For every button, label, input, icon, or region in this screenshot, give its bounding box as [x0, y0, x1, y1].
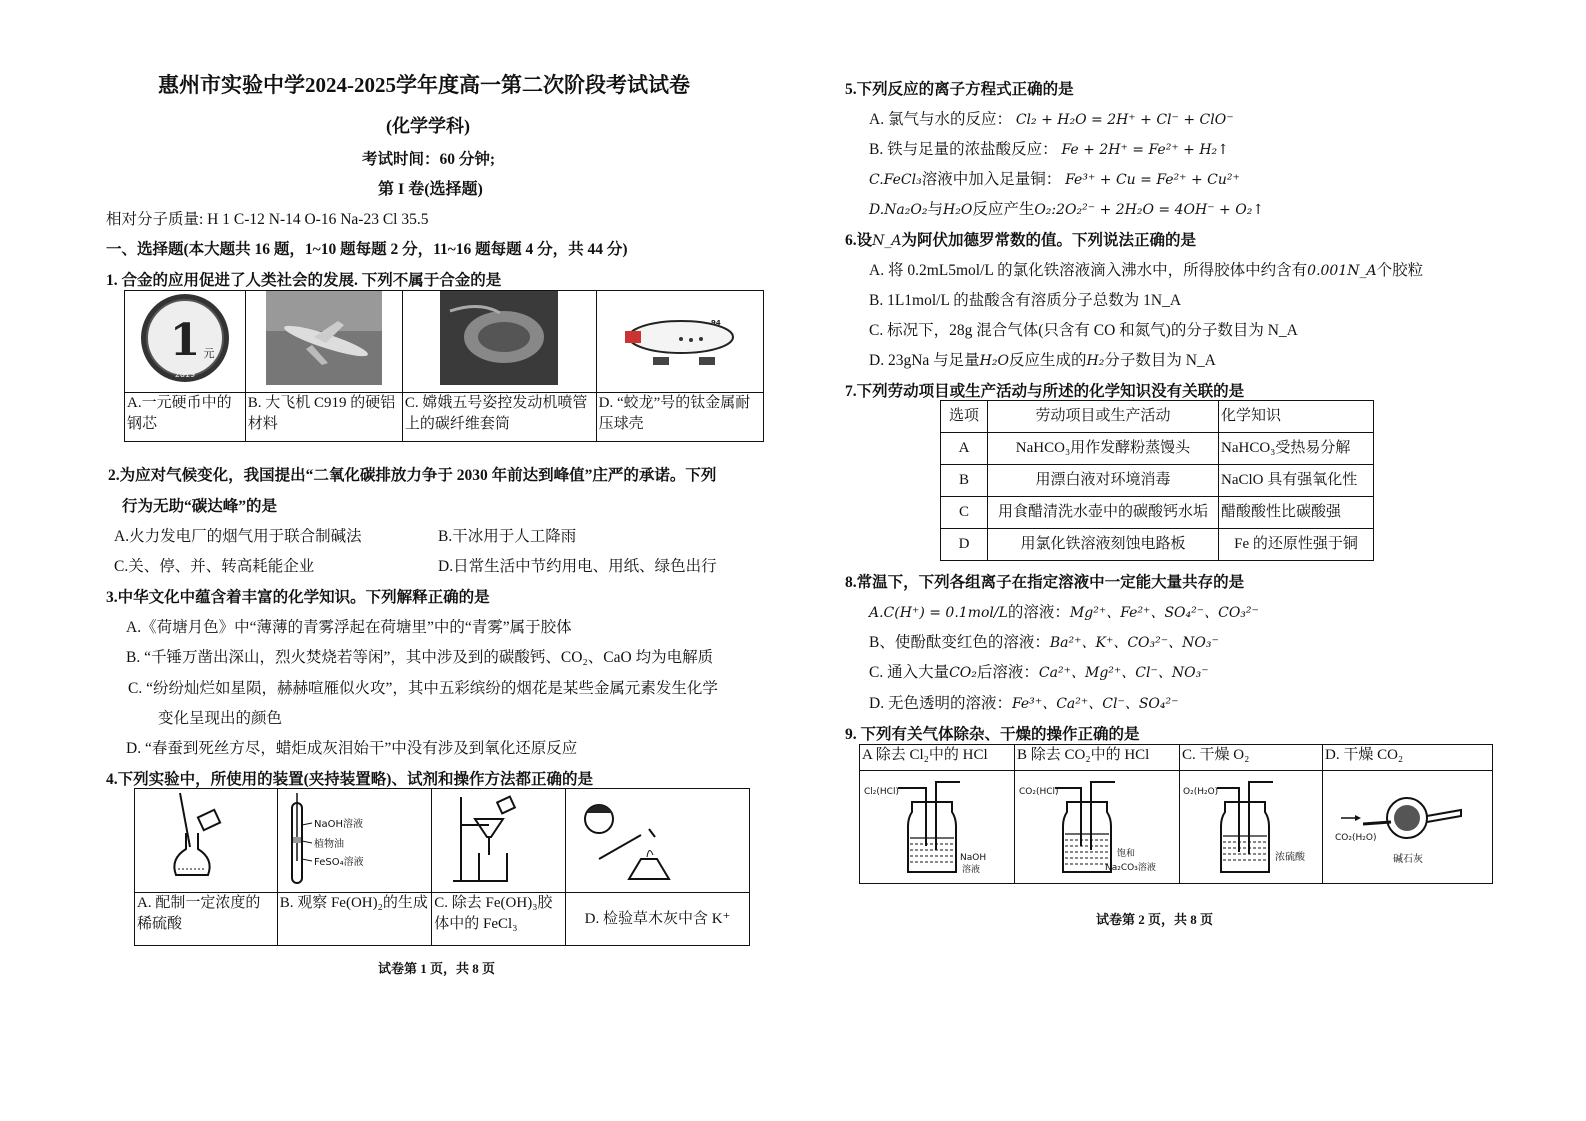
drying-tube-icon — [1333, 772, 1483, 876]
q3-option-a: A.《荷塘月色》中“薄薄的青雾浮起在荷塘里”中的“青雾”属于胶体 — [126, 619, 572, 636]
reagent-solution: 溶液 — [962, 864, 981, 875]
q8-a-prefix: A.C(H⁺) = 0.1mol/L — [869, 605, 1008, 621]
gas-bottle-a-icon — [864, 772, 1010, 876]
reagent-sulfuric: 浓硫酸 — [1275, 851, 1305, 863]
q5-d-mid: 与 — [927, 201, 943, 218]
q9-stem: 9. 下列有关气体除杂、干燥的操作正确的是 — [845, 726, 1140, 743]
q9-option-d: D. 干燥 CO₂ — [1323, 745, 1493, 771]
q7-header-option: 选项 — [941, 401, 988, 433]
q1-options-table — [124, 290, 764, 442]
q5-d-prefix: D.Na₂O₂ — [869, 202, 928, 218]
q7-row-d-activity: 用氯化铁溶液刻蚀电路板 — [988, 529, 1219, 561]
q5-option-b — [869, 140, 1229, 160]
q7-stem: 7.下列劳动项目或生产活动与所述的化学知识没有关联的是 — [845, 383, 1245, 400]
gas-label-b: CO₂(HCl) — [1019, 786, 1059, 797]
q8-a-text: 的溶液： — [1007, 604, 1070, 621]
q1-image-coin — [125, 291, 246, 393]
q9-table — [859, 744, 1493, 884]
reagent-saturated: 饱和 — [1117, 848, 1136, 859]
q7-row-d-option: D — [941, 529, 988, 561]
q5-option-a — [869, 110, 1234, 130]
filtration-icon — [449, 789, 549, 885]
q6-stem-post: 为阿伏加德罗常数的值。下列说法正确的是 — [901, 232, 1197, 249]
relative-mass: 相对分子质量: H 1 C-12 N-14 O-16 Na-23 Cl 35.5 — [106, 211, 429, 228]
q5-d-equation: O₂:2O₂²⁻ + 2H₂O = 4OH⁻ + O₂↑ — [1034, 202, 1265, 218]
q5-c-equation: Fe³⁺ + Cu = Fe²⁺ + Cu²⁺ — [1065, 172, 1240, 188]
coin-year: 2019 — [174, 370, 196, 379]
q7-table — [940, 400, 1374, 561]
footer-left: 试卷第 1 页，共 8 页 — [378, 961, 496, 976]
coin-unit: 元 — [203, 347, 215, 360]
q8-option-b — [869, 633, 1219, 653]
q6-option-c: C. 标况下，28g 混合气体(只含有 CO 和氮气)的分子数目为 N_A — [869, 322, 1298, 339]
gas-label-c: O₂(H₂O) — [1183, 786, 1219, 797]
q7-row-a-option: A — [941, 433, 988, 465]
q5-a-text: A. 氯气与水的反应： — [869, 111, 1012, 128]
q6-stem-pre: 6.设 — [845, 232, 873, 249]
q2-option-d: D.日常生活中节约用电、用纸、绿色出行 — [438, 558, 717, 575]
q1-option-c: C. 嫦娥五号姿控发动机喷管上的碳纤维套筒 — [402, 393, 596, 442]
q7-row-c-knowledge: 醋酸酸性比碳酸强 — [1219, 497, 1374, 529]
q9-option-b: B 除去 CO₂中的 HCl — [1015, 745, 1180, 771]
nozzle-image — [440, 291, 558, 385]
q3-option-d: D. “春蚕到死丝方尽，蜡炬成灰泪始干”中没有涉及到氧化还原反应 — [126, 740, 578, 757]
q9-image-a — [860, 771, 1015, 884]
coin-digit: 1 — [169, 315, 201, 366]
q6-d-h2: H₂ — [1086, 353, 1105, 369]
q3-option-c-line1: C. “纷纷灿烂如星陨，赫赫喧雁似火攻”，其中五彩缤纷的烟花是某些金属元素发生化学 — [128, 680, 718, 697]
q8-d-ions: Fe³⁺、Ca²⁺、Cl⁻、SO₄²⁻ — [1011, 696, 1179, 712]
reagent-soda-lime: 碱石灰 — [1392, 853, 1423, 865]
q5-c-prefix: C.FeCl₃ — [869, 172, 922, 188]
q7-row-b-knowledge: NaClO 具有强氧化性 — [1219, 465, 1374, 497]
q1-stem: 1. 合金的应用促进了人类社会的发展. 下列不属于合金的是 — [106, 272, 502, 289]
q5-c-text: 溶液中加入足量铜： — [921, 171, 1062, 188]
q9-option-a: A 除去 Cl₂中的 HCl — [860, 745, 1015, 771]
q9-image-d — [1323, 771, 1493, 884]
q1-option-d: D. “蛟龙”号的钛金属耐压球壳 — [596, 393, 763, 442]
q4-option-d: D. 检验草木灰中含 K⁺ — [566, 893, 750, 946]
q4-option-b: B. 观察 Fe(OH)₂的生成 — [277, 893, 432, 946]
q7-row-a-knowledge: NaHCO₃受热易分解 — [1219, 433, 1374, 465]
q6-d-tail: 分子数目为 N_A — [1104, 352, 1216, 369]
q6-option-d — [869, 351, 1216, 371]
q7-row-c-activity: 用食醋清洗水壶中的碳酸钙水垢 — [988, 497, 1219, 529]
q5-option-d — [869, 200, 1264, 220]
submarine-image — [615, 303, 745, 373]
exam-title: 惠州市实验中学2024-2025学年度高一第二次阶段考试试卷 — [158, 73, 690, 97]
q6-d-pre: D. 23gNa 与足量 — [869, 352, 980, 369]
q8-option-a — [869, 603, 1259, 623]
airplane-image — [266, 291, 382, 385]
q8-option-c — [869, 663, 1209, 683]
q6-a-value: 0.001N_A — [1307, 263, 1377, 279]
q8-b-text: B、使酚酞变红色的溶液： — [869, 634, 1050, 651]
gas-bottle-b-icon — [1019, 772, 1175, 876]
q7-row-c-option: C — [941, 497, 988, 529]
q5-b-text: B. 铁与足量的浓盐酸反应： — [869, 141, 1058, 158]
q4-option-c: C. 除去 Fe(OH)₃胶体中的 FeCl₃ — [432, 893, 566, 946]
section-title: 第 I 卷(选择题) — [378, 181, 483, 198]
q2-option-c: C.关、停、并、转高耗能企业 — [114, 558, 315, 575]
q3-stem: 3.中华文化中蕴含着丰富的化学知识。下列解释正确的是 — [106, 589, 490, 606]
q7-row-b-activity: 用漂白液对环境消毒 — [988, 465, 1219, 497]
q4-options-table — [134, 788, 750, 946]
q2-stem-line1: 2.为应对气候变化，我国提出“二氧化碳排放力争于 2030 年前达到峰值”庄严的承诺。下列 — [108, 467, 717, 484]
q4-image-filter — [432, 789, 566, 893]
submarine-mark: 94 — [710, 319, 721, 327]
q8-c-text2: 后溶液： — [976, 664, 1039, 681]
q8-c-co2: CO₂ — [949, 665, 977, 681]
q8-c-ions: Ca²⁺、Mg²⁺、Cl⁻、NO₃⁻ — [1038, 665, 1209, 681]
q8-c-text: C. 通入大量 — [869, 664, 950, 681]
q1-image-airplane — [245, 291, 402, 393]
q2-option-b: B.干冰用于人工降雨 — [438, 528, 577, 545]
q5-a-equation: Cl₂ + H₂O = 2H⁺ + Cl⁻ + ClO⁻ — [1015, 112, 1234, 128]
q4-image-flask — [135, 789, 278, 893]
gas-label-d: CO₂(H₂O) — [1334, 832, 1376, 843]
q9-option-c: C. 干燥 O₂ — [1180, 745, 1323, 771]
q4-image-tube — [277, 789, 432, 893]
q6-option-b: B. 1L1mol/L 的盐酸含有溶质分子总数为 1N_A — [869, 292, 1182, 309]
q6-a-text: A. 将 0.2mL5mol/L 的氯化铁溶液滴入沸水中，所得胶体中约含有 — [869, 262, 1308, 279]
q4-image-flame — [566, 789, 750, 893]
q8-d-text: D. 无色透明的溶液： — [869, 695, 1012, 712]
q8-a-ions: Mg²⁺、Fe²⁺、SO₄²⁻、CO₃²⁻ — [1069, 605, 1259, 621]
test-tube-icon — [284, 789, 424, 885]
q5-b-equation: Fe + 2H⁺ = Fe²⁺ + H₂↑ — [1061, 142, 1229, 158]
q5-d-h2o: H₂O — [943, 202, 973, 218]
part-one-heading: 一、选择题(本大题共 16 题，1~10 题每题 2 分，11~16 题每题 4 分，共 44 分) — [106, 241, 628, 258]
q1-option-b: B. 大飞机 C919 的硬铝材料 — [245, 393, 402, 442]
subject-title: (化学学科) — [386, 116, 470, 136]
gas-label-a: Cl₂(HCl) — [864, 786, 899, 797]
footer-right: 试卷第 2 页，共 8 页 — [1096, 912, 1214, 927]
label-oil: 植物油 — [314, 839, 345, 850]
q7-header-activity: 劳动项目或生产活动 — [988, 401, 1219, 433]
exam-time: 考试时间：60 分钟; — [362, 151, 496, 168]
label-feso4: FeSO₄溶液 — [314, 857, 365, 868]
q8-option-d — [869, 694, 1179, 714]
q3-option-c-line2: 变化呈现出的颜色 — [158, 710, 283, 727]
q4-stem: 4.下列实验中，所使用的装置(夹持装置略)、试剂和操作方法都正确的是 — [106, 771, 593, 788]
flame-test-icon — [583, 789, 733, 885]
q7-row-d-knowledge: Fe 的还原性强于铜 — [1219, 529, 1374, 561]
q6-d-h2o: H₂O — [979, 353, 1009, 369]
q6-option-a — [869, 261, 1423, 281]
q5-option-c — [869, 170, 1240, 190]
q4-option-a: A. 配制一定浓度的稀硫酸 — [135, 893, 278, 946]
q2-option-a: A.火力发电厂的烟气用于联合制碱法 — [114, 528, 362, 545]
gas-bottle-c-icon — [1183, 772, 1319, 876]
q8-b-ions: Ba²⁺、K⁺、CO₃²⁻、NO₃⁻ — [1049, 635, 1219, 651]
volumetric-flask-icon — [166, 789, 246, 885]
q6-a-tail: 个胶粒 — [1376, 262, 1424, 279]
q7-header-knowledge: 化学知识 — [1219, 401, 1374, 433]
q5-stem: 5.下列反应的离子方程式正确的是 — [845, 81, 1074, 98]
q6-na-symbol: N_A — [872, 233, 902, 249]
q3-option-b: B. “千锤万凿出深山，烈火焚烧若等闲”，其中涉及到的碳酸钙、CO₂、CaO 均为电解质 — [126, 649, 714, 666]
label-naoh: NaOH溶液 — [314, 819, 364, 830]
q9-image-b — [1015, 771, 1180, 884]
q9-image-c — [1180, 771, 1323, 884]
q7-row-b-option: B — [941, 465, 988, 497]
q1-image-submarine — [596, 291, 763, 393]
coin-image — [139, 291, 231, 385]
q8-stem: 8.常温下，下列各组离子在指定溶液中一定能大量共存的是 — [845, 574, 1245, 591]
q6-d-mid: 反应生成的 — [1008, 352, 1087, 369]
q1-image-nozzle — [402, 291, 596, 393]
q6-stem — [845, 231, 1196, 251]
reagent-na2co3: Na₂CO₃溶液 — [1105, 862, 1156, 873]
reagent-naoh: NaOH — [960, 852, 987, 863]
q5-d-text: 反应产生 — [972, 201, 1035, 218]
q1-option-a: A.一元硬币中的钢芯 — [125, 393, 246, 442]
q7-row-a-activity: NaHCO₃用作发酵粉蒸馒头 — [988, 433, 1219, 465]
q2-stem-line2: 行为无助“碳达峰”的是 — [122, 498, 278, 515]
